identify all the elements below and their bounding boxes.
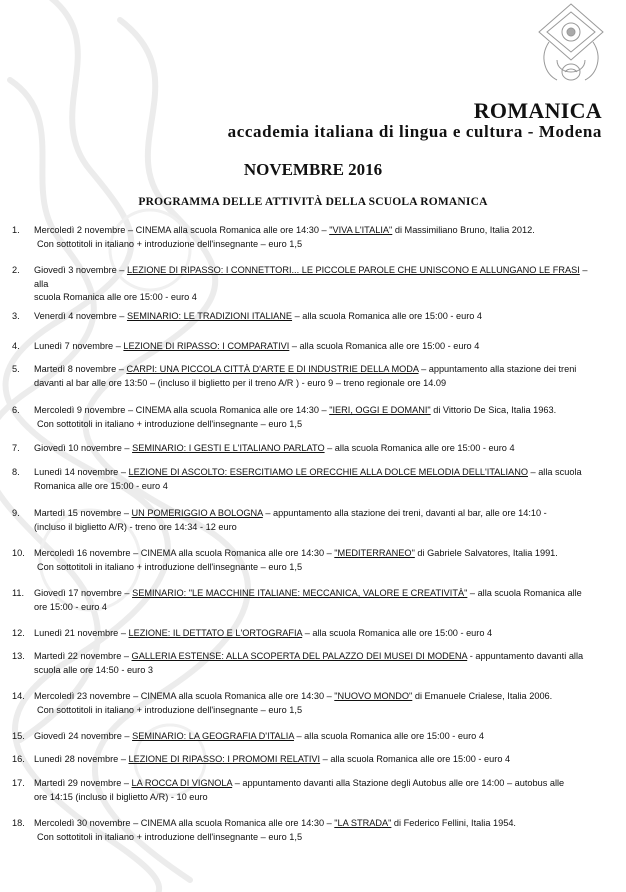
- event-details: – alla scuola Romanica alle ore 15:00 - euro 4: [302, 628, 493, 638]
- event-number: 2.: [12, 265, 20, 275]
- event-title: "VIVA L'ITALIA": [329, 225, 393, 235]
- event-type: LEZIONE DI RIPASSO: I CONNETTORI... LE PICCOLE PAROLE CHE UNISCONO E ALLUNGANO LE FRASI: [126, 265, 580, 275]
- event-title: "IERI, OGGI E DOMANI": [329, 405, 431, 415]
- event-date: Mercoledì 23 novembre –: [34, 691, 141, 701]
- event-details: – appuntamento alla stazione dei treni, davanti al bar, alle ore 14:10 -: [262, 508, 547, 518]
- event-body: [34, 442, 602, 456]
- event-number: 1.: [12, 225, 20, 235]
- event-date: Lunedì 21 novembre –: [34, 628, 129, 638]
- event-type: CINEMA: [140, 691, 179, 701]
- event-line: [34, 548, 558, 558]
- event-body: [34, 777, 602, 804]
- event-type: LA ROCCA DI VIGNOLA: [131, 778, 233, 788]
- event-details-line2: (incluso il biglietto A/R) - treno ore 14:34 - 12 euro: [34, 521, 237, 532]
- event-type: SEMINARIO: LA GEOGRAFIA D'ITALIA: [132, 731, 294, 741]
- event-details: – alla scuola Romanica alle ore 15:00 - euro 4: [289, 341, 480, 351]
- event-details: – alla: [34, 265, 588, 289]
- event-body: [34, 753, 602, 767]
- event-title: "MEDITERRANEO": [334, 548, 415, 558]
- event-line: [34, 691, 552, 701]
- event-body: [34, 466, 602, 493]
- event-date: Giovedì 24 novembre –: [34, 731, 133, 741]
- event-date: Mercoledì 9 novembre –: [34, 405, 136, 415]
- event-line: [34, 311, 482, 321]
- event-type: LEZIONE: IL DETTATO E L'ORTOGRAFIA: [128, 628, 303, 638]
- event-body: [34, 264, 602, 305]
- event-date: Mercoledì 2 novembre –: [34, 225, 136, 235]
- event-details-line2: ore 15:00 - euro 4: [34, 601, 108, 612]
- event-date: Lunedì 7 novembre –: [34, 341, 124, 351]
- event-body: [34, 224, 602, 251]
- event-details: - appuntamento davanti alla: [467, 651, 584, 661]
- event-details: – appuntamento davanti alla Stazione degli Autobus alle ore 14:00 – autobus alle: [232, 778, 565, 788]
- event-details-line2: Con sottotitoli in italiano + introduzione dell'insegnante – euro 1,5: [37, 238, 303, 249]
- event-details: – alla scuola Romanica alle ore 15:00 - euro 4: [324, 443, 515, 453]
- event-type: SEMINARIO: I GESTI E L'ITALIANO PARLATO: [132, 443, 325, 453]
- event-body: [34, 404, 602, 431]
- event-line: [34, 588, 582, 598]
- event-type: LEZIONE DI ASCOLTO: ESERCITIAMO LE ORECCHIE ALLA DOLCE MELODIA DELL'ITALIANO: [128, 467, 528, 477]
- event-type: SEMINARIO: LE TRADIZIONI ITALIANE: [126, 311, 293, 321]
- event-type: GALLERIA ESTENSE: ALLA SCOPERTA DEL PALAZZO DEI MUSEI DI MODENA: [131, 651, 468, 661]
- event-place: alla scuola Romanica alle ore 14:30 –: [178, 818, 335, 828]
- event-place: alla scuola Romanica alle ore 14:30 –: [178, 548, 335, 558]
- event-number: 16.: [12, 754, 25, 764]
- event-type: CINEMA: [135, 405, 174, 415]
- event-details: di Massimiliano Bruno, Italia 2012.: [392, 225, 535, 235]
- event-body: [34, 627, 602, 641]
- event-body: [34, 730, 602, 744]
- program-title: PROGRAMMA DELLE ATTIVITÀ DELLA SCUOLA ROMANICA: [138, 196, 488, 208]
- event-line: [34, 443, 515, 453]
- event-place: alla scuola Romanica alle ore 14:30 –: [173, 405, 330, 415]
- brand-subtitle: accademia italiana di lingua e cultura - Modena: [227, 122, 602, 141]
- event-line: [34, 508, 547, 518]
- event-body: [34, 817, 602, 844]
- event-number: 8.: [12, 467, 20, 477]
- event-date: Mercoledì 30 novembre –: [34, 818, 141, 828]
- event-date: Venerdì 4 novembre –: [34, 311, 127, 321]
- event-date: Lunedì 28 novembre –: [34, 754, 129, 764]
- event-body: [34, 547, 602, 574]
- event-number: 6.: [12, 405, 20, 415]
- event-details: di Federico Fellini, Italia 1954.: [391, 818, 516, 828]
- event-line: [34, 778, 564, 788]
- event-details-line2: davanti al bar alle ore 13:50 – (incluso il biglietto per il treno A/R ) - euro 9 – treno regionale ore 14.09: [34, 377, 447, 388]
- event-details: – appuntamento alla stazione dei treni: [418, 364, 577, 374]
- event-type: CINEMA: [140, 818, 179, 828]
- event-number: 4.: [12, 341, 20, 351]
- event-details: – alla scuola Romanica alle ore 15:00 - euro 4: [292, 311, 483, 321]
- event-line: [34, 265, 587, 289]
- event-line: [34, 467, 582, 477]
- event-details: di Gabriele Salvatores, Italia 1991.: [414, 548, 558, 558]
- event-body: [34, 507, 602, 534]
- event-details-line2: Con sottotitoli in italiano + introduzione dell'insegnante – euro 1,5: [37, 418, 303, 429]
- event-body: [34, 587, 602, 614]
- event-details-line2: scuola alle ore 14:50 - euro 3: [34, 664, 154, 675]
- event-number: 14.: [12, 691, 25, 701]
- event-details: – alla scuola Romanica alle ore 15:00 - euro 4: [293, 731, 484, 741]
- event-type: UN POMERIGGIO A BOLOGNA: [131, 508, 263, 518]
- event-line: [34, 405, 556, 415]
- event-line: [34, 818, 516, 828]
- event-type: CARPI: UNA PICCOLA CITTÀ D'ARTE E DI INDUSTRIE DELLA MODA: [126, 364, 419, 374]
- event-date: Martedì 22 novembre –: [34, 651, 132, 661]
- event-details-line2: Con sottotitoli in italiano + introduzione dell'insegnante – euro 1,5: [37, 831, 303, 842]
- event-details-line2: Romanica alle ore 15:00 - euro 4: [34, 480, 168, 491]
- event-details-line2: Con sottotitoli in italiano + introduzione dell'insegnante – euro 1,5: [37, 561, 303, 572]
- event-number: 5.: [12, 364, 20, 374]
- event-details-line2: Con sottotitoli in italiano + introduzione dell'insegnante – euro 1,5: [37, 704, 303, 715]
- event-date: Martedì 15 novembre –: [34, 508, 132, 518]
- event-line: [34, 364, 576, 374]
- event-number: 7.: [12, 443, 20, 453]
- event-number: 9.: [12, 508, 20, 518]
- event-title: "NUOVO MONDO": [334, 691, 413, 701]
- event-date: Giovedì 3 novembre –: [34, 265, 127, 275]
- event-number: 18.: [12, 818, 25, 828]
- event-details-line2: scuola Romanica alle ore 15:00 - euro 4: [34, 292, 197, 302]
- event-date: Martedì 29 novembre –: [34, 778, 132, 788]
- event-number: 13.: [12, 651, 25, 661]
- event-body: [34, 363, 602, 390]
- event-date: Giovedì 17 novembre –: [34, 588, 133, 598]
- event-title: "LA STRADA": [334, 818, 392, 828]
- event-date: Martedì 8 novembre –: [34, 364, 127, 374]
- event-type: CINEMA: [135, 225, 174, 235]
- event-number: 15.: [12, 731, 25, 741]
- brand-title: ROMANICA: [473, 98, 602, 123]
- event-details-line2: ore 14:15 (incluso il biglietto A/R) - 10 euro: [34, 791, 208, 802]
- event-line: [34, 754, 510, 764]
- event-details: – alla scuola Romanica alle ore 15:00 - euro 4: [320, 754, 511, 764]
- event-number: 10.: [12, 548, 25, 558]
- event-line: [34, 731, 484, 741]
- event-type: LEZIONE DI RIPASSO: I PROMOMI RELATIVI: [128, 754, 321, 764]
- event-type: LEZIONE DI RIPASSO: I COMPARATIVI: [123, 341, 290, 351]
- event-date: Giovedì 10 novembre –: [34, 443, 133, 453]
- event-number: 3.: [12, 311, 20, 321]
- month-title: NOVEMBRE 2016: [243, 160, 383, 179]
- event-body: [34, 310, 602, 324]
- event-line: [34, 628, 492, 638]
- event-line: [34, 225, 535, 235]
- event-type: CINEMA: [140, 548, 179, 558]
- event-details: – alla scuola: [527, 467, 582, 477]
- event-details: di Emanuele Crialese, Italia 2006.: [412, 691, 553, 701]
- event-place: alla scuola Romanica alle ore 14:30 –: [173, 225, 330, 235]
- event-number: 17.: [12, 778, 25, 788]
- event-type: SEMINARIO: "LE MACCHINE ITALIANE: MECCANICA, VALORE E CREATIVITÀ": [132, 588, 468, 598]
- event-body: [34, 650, 602, 677]
- event-line: [34, 341, 479, 351]
- event-details: di Vittorio De Sica, Italia 1963.: [430, 405, 557, 415]
- event-place: alla scuola Romanica alle ore 14:30 –: [178, 691, 335, 701]
- event-date: Lunedì 14 novembre –: [34, 467, 129, 477]
- academy-emblem-icon: [535, 2, 607, 92]
- event-line: [34, 651, 583, 661]
- event-body: [34, 340, 602, 354]
- event-body: [34, 690, 602, 717]
- event-details: – alla scuola Romanica alle: [467, 588, 582, 598]
- event-number: 12.: [12, 628, 25, 638]
- event-number: 11.: [12, 588, 25, 598]
- event-date: Mercoledì 16 novembre –: [34, 548, 141, 558]
